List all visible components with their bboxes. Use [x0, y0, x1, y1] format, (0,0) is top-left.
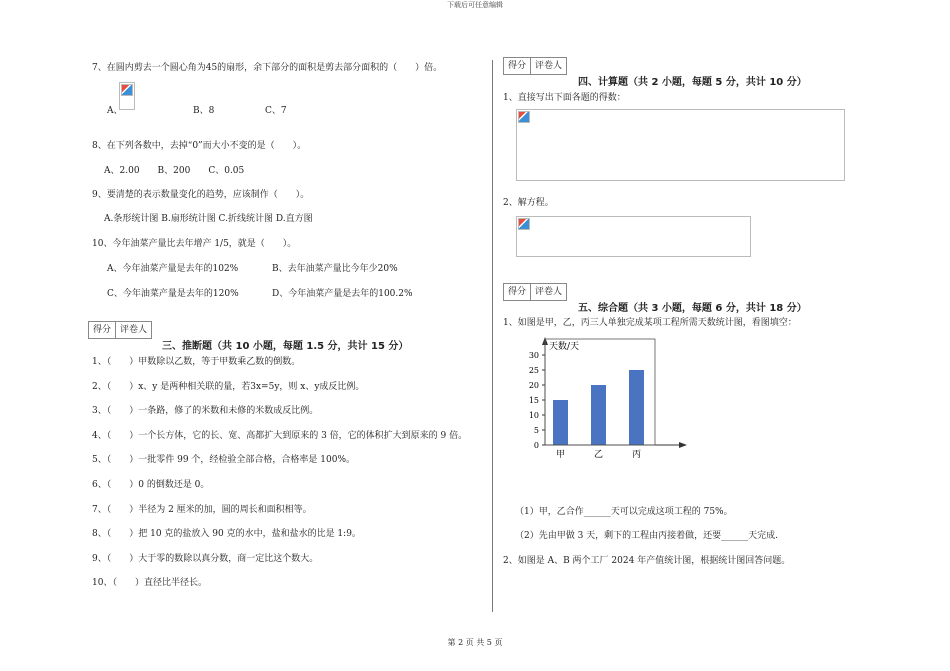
broken-image-icon	[518, 218, 530, 230]
bar-0	[553, 400, 568, 445]
y-tick-label: 20	[528, 381, 539, 390]
y-tick-label: 25	[528, 366, 539, 375]
s3-item: 3、（ ）一条路，修了的米数和未修的米数成反比例。	[92, 406, 319, 417]
category-label: 乙	[593, 450, 604, 460]
s5-q1-part-2: （2）先由甲做 3 天，剩下的工程由丙接着做，还要______天完成.	[515, 531, 779, 541]
q8-options: A、2.00 B、200 C、0.05	[104, 166, 245, 176]
s4-q2-image-box	[516, 216, 751, 257]
score-label: 得分	[504, 284, 531, 300]
q7-option-b: B、8	[193, 106, 215, 116]
s3-item: 2、（ ）x、y 是两种相关联的量，若3x=5y，则 x、y成反比例。	[92, 381, 365, 392]
s3-item: 6、（ ）0 的倒数还是 0。	[92, 480, 210, 490]
category-label: 甲	[555, 450, 566, 460]
score-box-s3	[88, 321, 152, 339]
s4-question-1: 1、直接写出下面各题的得数：	[503, 93, 626, 103]
question-9: 9、要清楚的表示数量变化的趋势，应该制作（ ）。	[92, 190, 310, 200]
question-10: 10、今年油菜产量比去年增产 1/5，就是（ ）。	[92, 239, 297, 249]
question-8: 8、在下列各数中，去掉“0”而大小不变的是（ ）。	[92, 141, 307, 151]
score-box-s5	[503, 283, 567, 301]
q10-option-d: D、今年油菜产量是去年的100.2%	[272, 289, 413, 299]
column-divider	[492, 60, 493, 612]
s5-question-2: 2、如图是 A、B 两个工厂 2024 年产值统计图，根据统计图回答问题。	[503, 556, 791, 566]
y-tick-label: 5	[533, 426, 539, 435]
days-bar-chart	[515, 333, 695, 463]
grader-label: 评卷人	[120, 325, 148, 335]
y-tick-label: 30	[528, 351, 539, 360]
score-label: 得分	[89, 322, 116, 338]
x-axis-arrow	[679, 442, 687, 448]
s3-item: 1、（ ）甲数除以乙数，等于甲数乘乙数的倒数。	[92, 357, 301, 367]
section-3-title: 三、推断题（共 10 小题，每题 1.5 分，共计 15 分）	[162, 341, 409, 352]
y-tick-label: 15	[528, 396, 539, 405]
s3-item: 5、（ ）一批零件 99 个，经检验全部合格，合格率是 100%。	[92, 455, 355, 466]
q10-option-a: A、今年油菜产量是去年的102%	[107, 264, 239, 274]
s4-q1-image-box	[516, 109, 845, 181]
s4-question-2: 2、解方程。	[503, 198, 554, 208]
s5-question-1: 1、如图是甲，乙，丙三人单独完成某项工程所需天数统计图，看图填空：	[503, 318, 797, 328]
broken-image-icon	[518, 111, 530, 123]
y-axis-label: 天数/天	[549, 342, 580, 352]
score-box-s4	[503, 57, 567, 75]
y-tick-label: 10	[528, 411, 539, 420]
s3-item: 4、（ ）一个长方体，它的长、宽、高都扩大到原来的 3 倍，它的体积扩大到原来的 9 倍。	[92, 430, 468, 441]
category-label: 丙	[631, 450, 642, 460]
score-label: 得分	[504, 58, 531, 74]
y-tick-label: 0	[533, 441, 539, 450]
page-footer: 第 2 页 共 5 页	[447, 638, 503, 647]
broken-image-icon	[121, 84, 133, 96]
s5-q1-part-1: （1）甲，乙合作______天可以完成这项工程的 75%。	[515, 507, 733, 517]
question-7: 7、在圆内剪去一个圆心角为45的扇形，余下部分的面积是剪去部分面积的（ ）倍。	[92, 63, 443, 73]
section-4-title: 四、计算题（共 2 小题，每题 5 分，共计 10 分）	[578, 77, 807, 88]
header-note: 下载后可任意编辑	[447, 1, 503, 9]
s3-item: 7、（ ）半径为 2 厘米的加，圆的周长和面积相等。	[92, 504, 312, 515]
bar-1	[591, 385, 606, 445]
bar-2	[629, 370, 644, 445]
q9-options: A.条形统计图 B.扇形统计图 C.折线统计图 D.直方图	[104, 214, 313, 224]
q7-option-c: C、7	[265, 106, 287, 116]
grader-label: 评卷人	[535, 287, 563, 297]
grader-label: 评卷人	[535, 61, 563, 71]
q10-option-c: C、今年油菜产量是去年的120%	[107, 289, 239, 299]
q7-option-a: A、	[107, 106, 123, 116]
section-5-title: 五、综合题（共 3 小题，每题 6 分，共计 18 分）	[578, 303, 807, 314]
s3-item: 10、（ ）直径比半径长。	[92, 578, 207, 589]
s3-item: 9、（ ）大于零的数除以真分数，商一定比这个数大。	[92, 553, 319, 564]
s3-item: 8、（ ）把 10 克的盐放入 90 克的水中，盐和盐水的比是 1:9。	[92, 529, 361, 540]
q10-option-b: B、去年油菜产量比今年少20%	[272, 264, 398, 274]
